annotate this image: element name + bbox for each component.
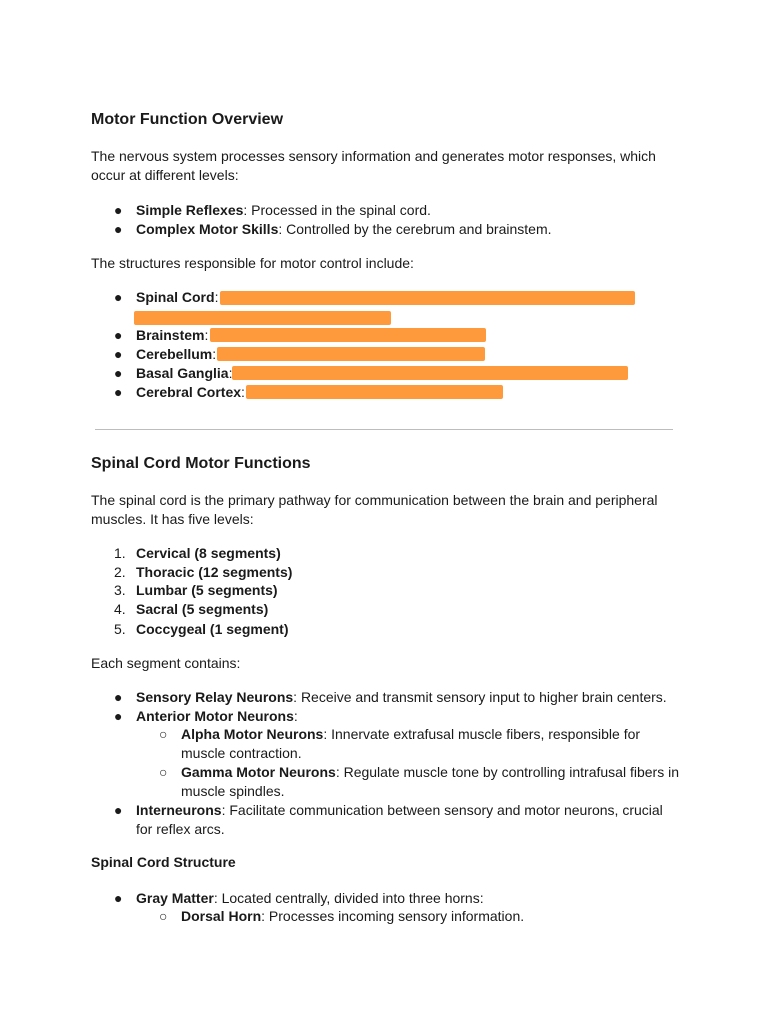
list-item-spinal-cord: ● Spinal Cord: (114, 289, 219, 305)
bullet-icon: ● (114, 802, 123, 818)
intro-paragraph: The nervous system processes sensory information and generates motor responses, which occur at different levels: (91, 148, 656, 183)
redaction-bar (220, 291, 635, 305)
segment-intro: Each segment contains: (91, 655, 241, 671)
list-item-cerebellum: ● Cerebellum: (114, 346, 217, 362)
bullet-icon: ● (114, 221, 123, 237)
list-item-interneurons: ● Interneurons: Facilitate communication between sensory and motor neurons, crucial for reflex arcs. (114, 802, 663, 837)
bullet-icon: ● (114, 327, 123, 343)
list-item-dorsal-horn: ○ Dorsal Horn: Processes incoming sensory information. (159, 908, 525, 924)
bullet-icon: ● (114, 289, 123, 305)
list-item-basal-ganglia: ● Basal Ganglia: (114, 365, 233, 381)
spinal-cord-structure-heading: Spinal Cord Structure (91, 854, 236, 870)
redaction-bar (232, 366, 628, 380)
structures-intro: The structures responsible for motor control include: (91, 255, 414, 271)
spinal-cord-intro: The spinal cord is the primary pathway for communication between the brain and peripheral muscles. It has five levels: (91, 492, 658, 527)
list-item-cervical: 1. Cervical (8 segments) (114, 545, 281, 561)
list-item-gray-matter: ● Gray Matter: Located centrally, divided into three horns: (114, 890, 484, 906)
bullet-icon: ● (114, 689, 123, 705)
bullet-icon: ● (114, 365, 123, 381)
bullet-icon: ● (114, 346, 123, 362)
list-item-anterior-motor: ● Anterior Motor Neurons: (114, 708, 298, 724)
list-item-brainstem: ● Brainstem: (114, 327, 209, 343)
circle-bullet-icon: ○ (159, 908, 168, 924)
section-divider (95, 429, 673, 430)
list-item-lumbar: 3. Lumbar (5 segments) (114, 582, 278, 598)
list-item-thoracic: 2. Thoracic (12 segments) (114, 564, 293, 580)
list-item-cerebral-cortex: ● Cerebral Cortex: (114, 384, 245, 400)
bullet-icon: ● (114, 384, 123, 400)
redaction-bar (246, 385, 503, 399)
bullet-icon: ● (114, 708, 123, 724)
redaction-bar (210, 328, 486, 342)
list-item-simple-reflexes: ● Simple Reflexes: Processed in the spinal cord. (114, 202, 431, 218)
circle-bullet-icon: ○ (159, 764, 168, 780)
section-title-motor-function: Motor Function Overview (91, 111, 284, 128)
list-item-gamma-motor: ○ Gamma Motor Neurons: Regulate muscle tone by controlling intrafusal fibers in muscle spindles. (159, 764, 679, 799)
redaction-bar (217, 347, 485, 361)
list-item-sensory-relay: ● Sensory Relay Neurons: Receive and transmit sensory input to higher brain centers. (114, 689, 667, 705)
circle-bullet-icon: ○ (159, 726, 168, 742)
section-title-spinal-cord: Spinal Cord Motor Functions (91, 455, 311, 472)
list-item-alpha-motor: ○ Alpha Motor Neurons: Innervate extrafusal muscle fibers, responsible for muscle contraction. (159, 726, 641, 761)
list-item-complex-motor-skills: ● Complex Motor Skills: Controlled by the cerebrum and brainstem. (114, 221, 552, 237)
list-item-sacral: 4. Sacral (5 segments) (114, 601, 269, 617)
bullet-icon: ● (114, 202, 123, 218)
bullet-icon: ● (114, 890, 123, 906)
redaction-bar (134, 311, 391, 325)
list-item-coccygeal: 5. Coccygeal (1 segment) (114, 621, 289, 637)
